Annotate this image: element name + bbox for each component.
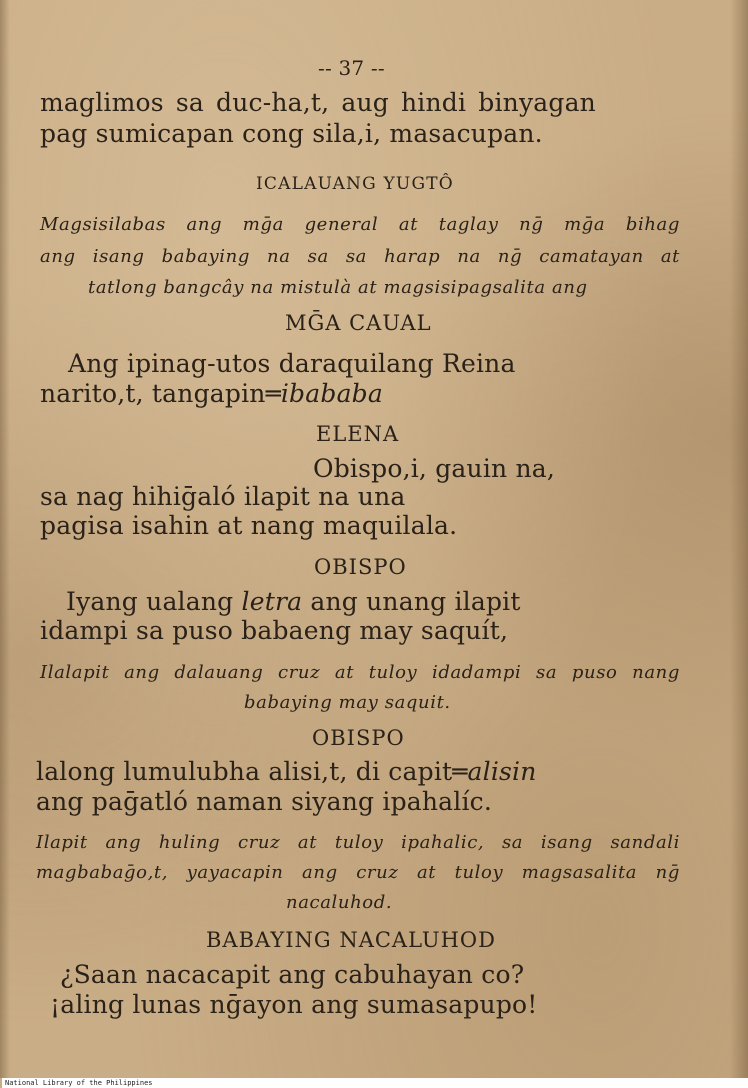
verse-text: lalong lumulubha alisi,t, di capit═ <box>36 757 468 786</box>
verse-line: sa nag hihiḡaló ilapit na una <box>40 482 406 511</box>
verse-line: Ang ipinag-utos daraquilang Reina <box>68 349 516 378</box>
page-edge-shadow-left <box>0 0 10 1078</box>
stage-direction: babaying may saquit. <box>244 692 451 713</box>
stage-direction: ang isang babaying na sa sa harap na nḡ camatayan at <box>40 246 680 267</box>
verse-line: pagisa isahin at nang maquilala. <box>40 511 458 540</box>
stage-direction: tatlong bangcây na mistulà at magsisipagsalita ang <box>88 277 588 298</box>
verse-line <box>36 757 537 786</box>
verse-line: ¡aling lunas nḡayon ang sumasapupo! <box>50 990 538 1019</box>
library-attribution: National Library of the Philippines <box>2 1078 748 1088</box>
verse-line: Obispo,i, gauin na, <box>313 454 556 483</box>
speaker-heading: MḠA CAUAL <box>285 311 432 335</box>
stage-direction: Magsisilabas ang mḡa general at taglay nḡ mḡa bihag <box>40 214 680 235</box>
verse-line: pag sumicapan cong sila,i, masacupan. <box>40 119 543 148</box>
verse-line: ¿Saan nacacapit ang cabuhayan co? <box>60 960 525 989</box>
section-heading: ICALAUANG YUGTÔ <box>256 174 454 194</box>
verse-line: maglimos sa duc-ha,t, aug hindi binyagan <box>40 88 596 117</box>
stage-direction: Ilalapit ang dalauang cruz at tuloy idadampi sa puso nang <box>40 662 680 683</box>
stage-direction: Ilapit ang huling cruz at tuloy ipahalic, sa isang sandali <box>36 832 680 853</box>
speaker-heading: BABAYING NACALUHOD <box>206 928 496 952</box>
verse-line: ang paḡatló naman siyang ipahalíc. <box>36 787 493 816</box>
verse-text: ang unang ilapit <box>302 587 521 616</box>
verse-italic: alisin <box>467 757 537 786</box>
verse-italic: ibababa <box>280 379 383 408</box>
stage-direction: nacaluhod. <box>286 892 393 913</box>
verse-line <box>66 587 521 616</box>
verse-text: Iyang ualang <box>66 587 242 616</box>
page-edge-shadow-right <box>730 0 748 1078</box>
speaker-heading: ELENA <box>316 422 400 446</box>
verse-text: narito,t, tangapin═ <box>40 379 281 408</box>
verse-line: idampi sa puso babaeng may saquít, <box>40 616 509 645</box>
speaker-heading: OBISPO <box>314 555 407 579</box>
verse-italic: letra <box>241 587 303 616</box>
verse-line <box>40 379 383 408</box>
stage-direction: magbabaḡo,t, yayacapin ang cruz at tuloy magsasalita nḡ <box>36 862 680 883</box>
page-number: -- 37 -- <box>318 56 385 80</box>
speaker-heading: OBISPO <box>312 726 405 750</box>
